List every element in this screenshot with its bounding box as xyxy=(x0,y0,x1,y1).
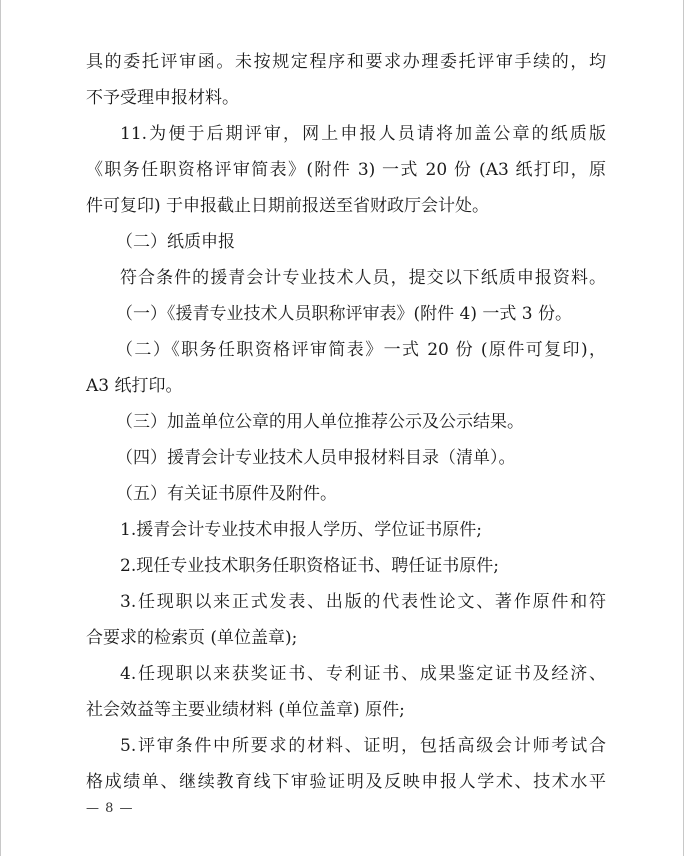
list-item: 1.援青会计专业技术申报人学历、学位证书原件; xyxy=(120,520,482,540)
document-body xyxy=(86,44,606,800)
section-heading: （二）纸质申报 xyxy=(116,232,235,252)
text-line: 11.为便于后期评审，网上申报人员请将加盖公章的纸质版 xyxy=(120,124,606,144)
text-line: 不予受理申报材料。 xyxy=(86,88,239,108)
list-item: 5.评审条件中所要求的材料、证明，包括高级会计师考试合 xyxy=(120,736,606,756)
list-item: （五）有关证书原件及附件。 xyxy=(116,484,337,504)
text-line: 合要求的检索页 (单位盖章); xyxy=(86,628,298,648)
list-item: 3.任现职以来正式发表、出版的代表性论文、著作原件和符 xyxy=(120,592,606,612)
text-line: 《职务任职资格评审简表》(附件 3) 一式 20 份 (A3 纸打印，原 xyxy=(86,160,606,180)
text-line: 件可复印) 于申报截止日期前报送至省财政厅会计处。 xyxy=(86,196,490,216)
list-item: （三）加盖单位公章的用人单位推荐公示及公示结果。 xyxy=(116,412,524,432)
text-line: A3 纸打印。 xyxy=(86,376,183,396)
list-item: 4.任现职以来获奖证书、专利证书、成果鉴定证书及经济、 xyxy=(120,664,606,684)
list-item: （一）《援青专业技术人员职称评审表》(附件 4) 一式 3 份。 xyxy=(116,304,573,324)
list-item: （四）援青会计专业技术人员申报材料目录（清单）。 xyxy=(116,448,516,468)
list-item: （二）《职务任职资格评审简表》一式 20 份 (原件可复印)， xyxy=(116,340,606,360)
list-item: 2.现任专业技术职务任职资格证书、聘任证书原件; xyxy=(120,556,499,576)
text-line: 社会效益等主要业绩材料 (单位盖章) 原件; xyxy=(86,700,405,720)
page-number: — 8 — xyxy=(86,801,134,816)
text-line: 格成绩单、继续教育线下审验证明及反映申报人学术、技术水平 xyxy=(86,772,606,792)
text-line: 具的委托评审函。未按规定程序和要求办理委托评审手续的，均 xyxy=(86,52,606,72)
text-line: 符合条件的援青会计专业技术人员，提交以下纸质申报资料。 xyxy=(120,268,606,288)
